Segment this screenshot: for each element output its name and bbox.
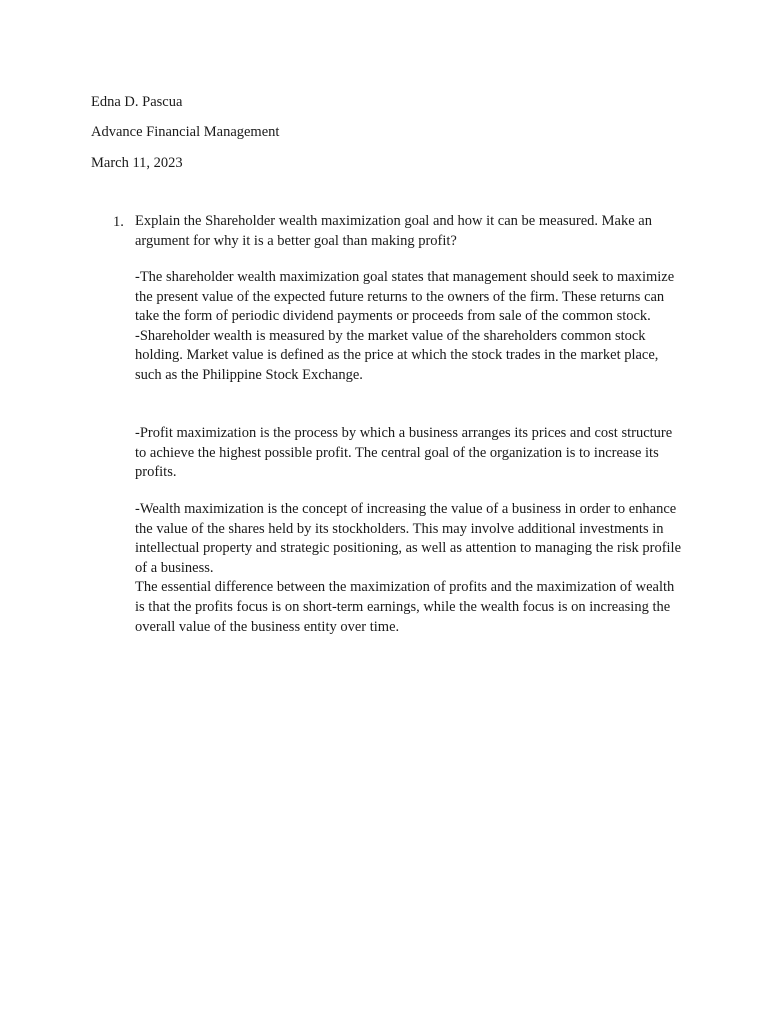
answer-paragraph-3: -Profit maximization is the process by which a business arranges its prices and cost structure to achieve the highest possible profit. The central goal of the organization is to increase its profits. xyxy=(135,425,673,481)
answer-paragraph-1: -The shareholder wealth maximization goal states that management should seek to maximize the present value of the expected future returns to the owners of the firm. These returns can take the form of periodic dividend payments or proceeds from sale of the common stock. xyxy=(135,269,675,325)
question-prompt: Explain the Shareholder wealth maximization goal and how it can be measured. Make an argument for why it is a better goal than making profit? xyxy=(135,213,652,249)
answer-paragraph-2: -Shareholder wealth is measured by the market value of the shareholders common stock holding. Market value is defined as the price at which the stock trades in the market place, such as the Philippine Stock Exchange. xyxy=(135,327,659,383)
answer-section-wealth-goal xyxy=(135,268,683,386)
question-number: 1. xyxy=(113,214,124,230)
answer-section-comparison xyxy=(135,500,683,637)
question-text xyxy=(135,212,683,251)
document-date: March 11, 2023 xyxy=(91,155,183,171)
answer-section-profit xyxy=(135,424,683,483)
answer-paragraph-5: The essential difference between the maximization of profits and the maximization of wealth is that the profits focus is on short-term earnings, while the wealth focus is on increasing the overall value of the business entity over time. xyxy=(135,579,675,635)
answer-paragraph-4: -Wealth maximization is the concept of increasing the value of a business in order to enhance the value of the shares held by its stockholders. This may involve additional investments in intellectual property and strategic positioning, as well as attention to managing the risk profile of a business. xyxy=(135,501,682,576)
course-title: Advance Financial Management xyxy=(91,124,280,140)
author-name: Edna D. Pascua xyxy=(91,94,183,110)
